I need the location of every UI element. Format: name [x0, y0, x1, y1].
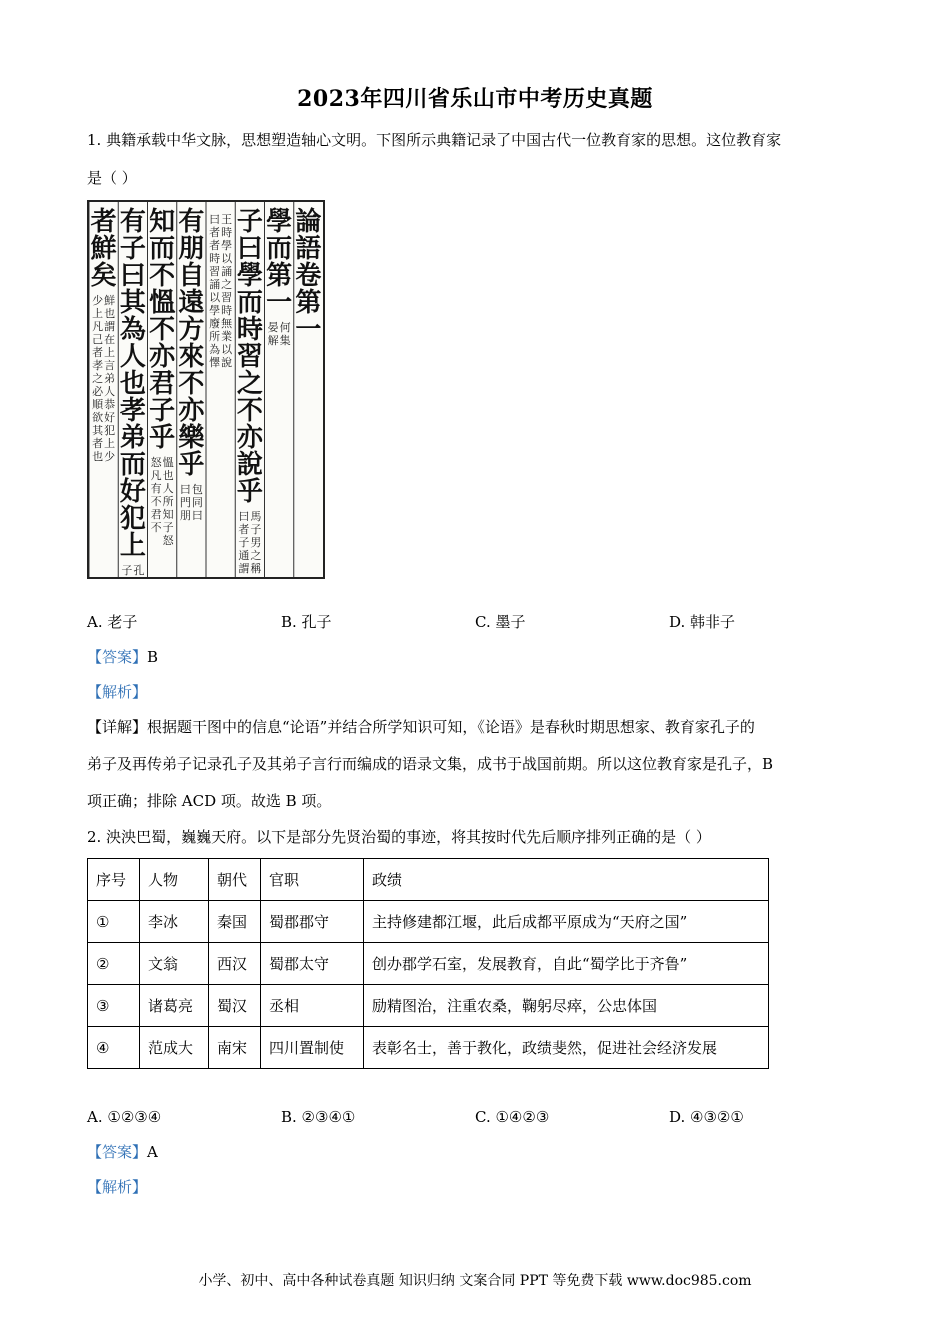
- book-main-char: 之: [236, 369, 263, 400]
- book-note-char: 學: [209, 304, 221, 317]
- book-note-char: 習: [209, 265, 221, 278]
- q1-option-c: C. 墨子: [475, 613, 526, 631]
- book-main-char: 學: [266, 207, 293, 238]
- book-main-char: 卷: [295, 261, 322, 292]
- book-main-char: 知: [149, 207, 176, 238]
- book-note-char: 在: [104, 333, 116, 346]
- book-note-char: 之: [221, 278, 233, 291]
- book-note-char: 學: [221, 239, 233, 252]
- book-note-char: 何: [279, 321, 291, 334]
- book-note-char: 也: [92, 450, 104, 463]
- book-note-char: 者: [209, 226, 221, 239]
- analects-page-scan: [89, 202, 323, 577]
- q1-detail-line1: [87, 717, 755, 737]
- book-main-char: 鮮: [90, 234, 117, 265]
- book-main-char: 者: [90, 207, 117, 238]
- table-cell: 诸葛亮: [140, 985, 209, 1027]
- book-note-char: 者: [238, 523, 250, 536]
- table-cell: 蜀郡郡守: [261, 901, 364, 943]
- book-note-char: 人: [104, 385, 116, 398]
- book-main-char: 學: [236, 261, 263, 292]
- book-main-char: 乎: [236, 477, 263, 508]
- book-note-char: 曰: [179, 483, 191, 496]
- book-note-char: 子: [162, 521, 174, 534]
- book-note-char: 男: [250, 536, 262, 549]
- book-note-char: 之: [92, 372, 104, 385]
- table-row: [88, 943, 769, 985]
- q1-answer-value: B: [147, 648, 159, 666]
- book-note-char: 怒: [150, 456, 162, 469]
- table-cell: 西汉: [209, 943, 261, 985]
- book-note-char: 馬: [250, 510, 262, 523]
- document-title: 2023年四川省乐山市中考历史真题: [297, 86, 653, 112]
- book-note-char: 王: [221, 213, 233, 226]
- book-note-char: 怒: [162, 534, 174, 547]
- book-note-char: 好: [104, 411, 116, 424]
- book-note-char: 以: [221, 343, 233, 356]
- book-note-char: 人: [162, 482, 174, 495]
- book-main-char: 為: [119, 315, 146, 346]
- table-row: [88, 901, 769, 943]
- book-main-char: 方: [178, 315, 205, 346]
- book-main-char: 乎: [149, 423, 176, 454]
- q2-option-b: B. ②③④①: [281, 1108, 356, 1126]
- book-main-char: 曰: [236, 234, 263, 265]
- q2-stem: 2. 泱泱巴蜀，巍巍天府。以下是部分先贤治蜀的事迹，将其按时代先后顺序排列正确的是（ ）: [87, 828, 711, 846]
- book-main-char: 其: [119, 288, 146, 319]
- book-note-char: 少: [92, 294, 104, 307]
- book-note-char: 犯: [104, 424, 116, 437]
- book-note-char: 曰: [191, 509, 203, 522]
- q1-option-b: B. 孔子: [281, 613, 332, 631]
- book-note-char: 曰: [209, 213, 221, 226]
- table-cell: 四川置制使: [261, 1027, 364, 1069]
- answer-tag: 【答案】: [87, 1143, 148, 1161]
- book-main-char: 也: [119, 369, 146, 400]
- book-main-char: 第: [266, 261, 293, 292]
- book-main-char: 乎: [178, 450, 205, 481]
- book-note-char: 懌: [209, 356, 221, 369]
- book-note-char: 之: [250, 549, 262, 562]
- book-main-char: 一: [295, 315, 322, 346]
- book-main-char: 上: [119, 531, 146, 562]
- book-main-char: 自: [178, 261, 205, 292]
- book-main-char: 時: [236, 315, 263, 346]
- book-note-char: 朋: [179, 509, 191, 522]
- book-main-char: 有: [119, 207, 146, 238]
- book-note-char: 不: [150, 521, 162, 534]
- book-main-char: 孝: [119, 396, 146, 427]
- book-main-char: 而: [119, 450, 146, 481]
- q1-stem-line2: 是（ ）: [87, 169, 137, 187]
- q1-analysis-tag: 【解析】: [87, 683, 148, 701]
- table-cell: ②: [88, 943, 140, 985]
- book-note-char: 者: [92, 346, 104, 359]
- book-note-char: 謂: [104, 320, 116, 333]
- table-cell: 表彰名士，善于教化，政绩斐然，促进社会经济发展: [364, 1027, 769, 1069]
- table-cell: 蜀郡太守: [261, 943, 364, 985]
- book-note-char: 曰: [238, 510, 250, 523]
- book-main-char: 來: [178, 342, 205, 373]
- book-note-char: 必: [92, 385, 104, 398]
- book-note-char: 時: [221, 226, 233, 239]
- book-note-char: 上: [104, 346, 116, 359]
- q1-answer-line: [87, 647, 158, 667]
- book-note-char: 君: [150, 508, 162, 521]
- book-note-char: 也: [104, 307, 116, 320]
- book-main-char: 人: [119, 342, 146, 373]
- table-row: [88, 1027, 769, 1069]
- book-main-char: 子: [119, 234, 146, 265]
- book-main-char: 論: [295, 207, 322, 238]
- book-note-char: 子: [121, 564, 133, 577]
- book-note-char: 謂: [238, 562, 250, 575]
- book-note-char: 弟: [104, 372, 116, 385]
- book-main-char: 而: [266, 234, 293, 265]
- book-note-char: 解: [267, 334, 279, 347]
- book-note-char: 孔: [133, 564, 145, 577]
- book-note-char: 言: [104, 359, 116, 372]
- book-note-char: 所: [209, 330, 221, 343]
- table-cell: ③: [88, 985, 140, 1027]
- book-main-char: 而: [149, 234, 176, 265]
- book-note-char: 誦: [221, 265, 233, 278]
- book-note-char: 門: [179, 496, 191, 509]
- book-note-char: 子: [250, 523, 262, 536]
- book-main-char: 亦: [178, 396, 205, 427]
- book-note-char: 凡: [92, 320, 104, 333]
- q2-answer-value: A: [147, 1143, 158, 1161]
- book-main-char: 子: [149, 396, 176, 427]
- header-cell: 朝代: [209, 859, 261, 901]
- book-note-char: 恭: [104, 398, 116, 411]
- book-note-char: 鮮: [104, 294, 116, 307]
- book-main-char: 朋: [178, 234, 205, 265]
- table-cell: 励精图治，注重农桑，鞠躬尽瘁，公忠体国: [364, 985, 769, 1027]
- book-note-char: 己: [92, 333, 104, 346]
- book-note-char: 業: [221, 330, 233, 343]
- answer-tag: 【答案】: [87, 648, 148, 666]
- book-note-char: 欲: [92, 411, 104, 424]
- book-main-char: 樂: [178, 423, 205, 454]
- book-main-char: 不: [236, 396, 263, 427]
- table-cell: 范成大: [140, 1027, 209, 1069]
- book-note-char: 不: [150, 495, 162, 508]
- book-note-char: 者: [92, 437, 104, 450]
- q1-detail-line2: 弟子及再传弟子记录孔子及其弟子言行而编成的语录文集，成书于战国前期。所以这位教育家是孔子，B: [87, 755, 774, 773]
- q2-option-a: A. ①②③④: [87, 1108, 162, 1126]
- table-cell: 丞相: [261, 985, 364, 1027]
- table-cell: 秦国: [209, 901, 261, 943]
- book-main-char: 亦: [236, 423, 263, 454]
- table-row: [88, 985, 769, 1027]
- q2-analysis-tag: 【解析】: [87, 1178, 148, 1196]
- book-main-char: 第: [295, 288, 322, 319]
- book-note-char: 晏: [267, 321, 279, 334]
- book-main-char: 有: [178, 207, 205, 238]
- book-note-char: 孝: [92, 359, 104, 372]
- table-cell: 创办郡学石室，发展教育，自此“蜀学比于齐鲁”: [364, 943, 769, 985]
- book-note-char: 子: [238, 536, 250, 549]
- q1-detail-line3: 项正确；排除 ACD 项。故选 B 项。: [87, 792, 332, 810]
- book-note-char: 習: [221, 291, 233, 304]
- book-note-char: 有: [150, 482, 162, 495]
- book-note-char: 稱: [250, 562, 262, 575]
- book-main-char: 不: [149, 261, 176, 292]
- book-note-char: 上: [92, 307, 104, 320]
- book-note-char: 為: [209, 343, 221, 356]
- table-cell: 南宋: [209, 1027, 261, 1069]
- book-main-char: 遠: [178, 288, 205, 319]
- book-note-char: 慍: [162, 456, 174, 469]
- q1-option-d: D. 韩非子: [669, 613, 736, 631]
- book-note-char: 集: [279, 334, 291, 347]
- book-main-char: 矣: [90, 261, 117, 292]
- table-cell: 文翁: [140, 943, 209, 985]
- book-main-char: 語: [295, 234, 322, 265]
- table-cell: ①: [88, 901, 140, 943]
- book-main-char: 而: [236, 288, 263, 319]
- book-main-char: 犯: [119, 504, 146, 535]
- book-main-char: 一: [266, 288, 293, 319]
- book-main-char: 君: [149, 369, 176, 400]
- q1-stem-line1: 1. 典籍承载中华文脉，思想塑造轴心文明。下图所示典籍记录了中国古代一位教育家的思想。这位教育家: [87, 131, 782, 149]
- q2-answer-line: [87, 1142, 158, 1162]
- book-main-char: 弟: [119, 423, 146, 454]
- table-cell: 李冰: [140, 901, 209, 943]
- book-note-char: 包: [191, 483, 203, 496]
- book-note-char: 上: [104, 437, 116, 450]
- table-cell: 蜀汉: [209, 985, 261, 1027]
- book-note-char: 同: [191, 496, 203, 509]
- book-note-char: 說: [221, 356, 233, 369]
- header-cell: 序号: [88, 859, 140, 901]
- book-note-char: 其: [92, 424, 104, 437]
- book-note-char: 時: [209, 252, 221, 265]
- header-cell: 政绩: [364, 859, 769, 901]
- book-main-char: 亦: [149, 342, 176, 373]
- book-main-char: 不: [178, 369, 205, 400]
- table-cell: 主持修建都江堰，此后成都平原成为“天府之国”: [364, 901, 769, 943]
- detail-text-1: 根据题干图中的信息“论语”并结合所学知识可知，《论语》是春秋时期思想家、教育家孔子的: [147, 718, 755, 736]
- book-note-char: 凡: [150, 469, 162, 482]
- book-note-char: 通: [238, 549, 250, 562]
- book-note-char: 廢: [209, 317, 221, 330]
- book-main-char: 子: [236, 207, 263, 238]
- book-note-char: 者: [209, 239, 221, 252]
- book-main-char: 慍: [149, 288, 176, 319]
- book-main-char: 習: [236, 342, 263, 373]
- book-note-char: 所: [162, 495, 174, 508]
- analects-book-image: [87, 200, 325, 579]
- q2-table: [87, 858, 769, 1069]
- q2-option-d: D. ④③②①: [669, 1108, 744, 1126]
- book-main-char: 說: [236, 450, 263, 481]
- book-note-char: 少: [104, 450, 116, 463]
- book-note-char: 以: [221, 252, 233, 265]
- book-note-char: 時: [221, 304, 233, 317]
- book-main-char: 不: [149, 315, 176, 346]
- book-note-char: 誦: [209, 278, 221, 291]
- detail-tag: 【详解】: [87, 718, 148, 736]
- book-main-char: 曰: [119, 261, 146, 292]
- book-main-char: 好: [119, 477, 146, 508]
- table-cell: ④: [88, 1027, 140, 1069]
- book-note-char: 也: [162, 469, 174, 482]
- book-note-char: 以: [209, 291, 221, 304]
- book-note-char: 順: [92, 398, 104, 411]
- q1-option-a: A. 老子: [87, 613, 138, 631]
- header-cell: 人物: [140, 859, 209, 901]
- q2-option-c: C. ①④②③: [475, 1108, 550, 1126]
- page-footer: 小学、初中、高中各种试卷真题 知识归纳 文案合同 PPT 等免费下载 www.doc985.com: [198, 1273, 752, 1289]
- book-note-char: 無: [221, 317, 233, 330]
- header-cell: 官职: [261, 859, 364, 901]
- book-note-char: 知: [162, 508, 174, 521]
- table-header-row: [88, 859, 769, 901]
